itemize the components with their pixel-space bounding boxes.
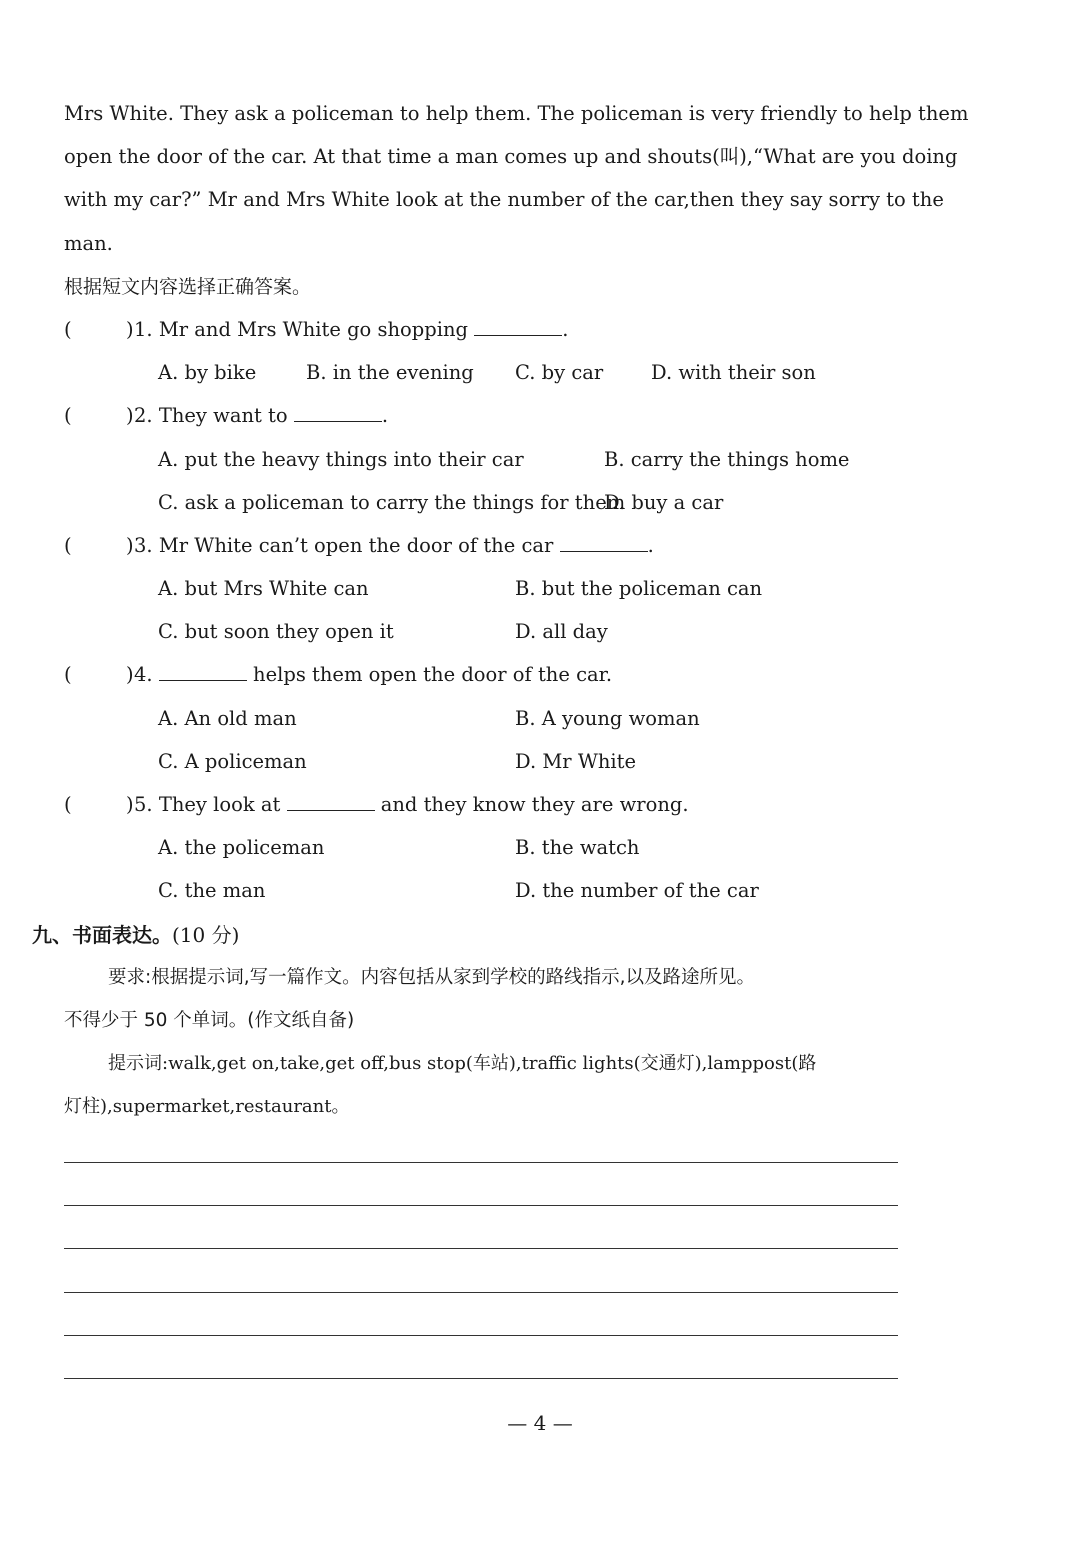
question-stem-end: and they know they are wrong. [380, 793, 689, 816]
question-number: 2. [134, 404, 153, 427]
option-d[interactable]: D. all day [515, 620, 608, 643]
passage-line: Mrs White. They ask a policeman to help them. The policeman is very friendly to help them [64, 102, 969, 125]
writing-line[interactable] [64, 1292, 898, 1293]
answer-paren-close[interactable]: ) [126, 404, 134, 427]
page-number: — 4 — [507, 1411, 573, 1435]
option-c[interactable]: C. but soon they open it [158, 620, 394, 643]
option-d[interactable]: D. with their son [651, 361, 816, 384]
option-b[interactable]: B. but the policeman can [515, 577, 763, 600]
question-stem-end: . [381, 404, 389, 427]
writing-line[interactable] [64, 1378, 898, 1379]
option-a[interactable]: A. but Mrs White can [158, 577, 369, 600]
writing-line[interactable] [64, 1162, 898, 1163]
section-9-score: (10 分) [172, 923, 240, 947]
writing-hint-cont: 灯柱),supermarket,restaurant。 [64, 1096, 350, 1117]
answer-paren-close[interactable]: ) [126, 663, 134, 686]
answer-blank[interactable] [474, 317, 562, 336]
question-stem-end: helps them open the door of the car. [253, 663, 613, 686]
question-number: 4. [134, 663, 153, 686]
writing-requirement-cont: 不得少于 50 个单词。(作文纸自备) [64, 1010, 355, 1031]
writing-line[interactable] [64, 1248, 898, 1249]
question-stem-end: . [562, 318, 569, 341]
question-4 [64, 660, 612, 690]
answer-paren-open: ( [64, 318, 72, 341]
option-b[interactable]: B. A young woman [515, 707, 700, 730]
question-5 [64, 790, 689, 820]
answer-paren-open: ( [64, 404, 72, 427]
answer-blank[interactable] [294, 403, 382, 422]
question-number: 1. [134, 318, 153, 341]
answer-paren-close[interactable]: ) [126, 318, 134, 341]
question-3 [64, 531, 654, 561]
option-c[interactable]: C. ask a policeman to carry the things for them [158, 491, 626, 514]
writing-line[interactable] [64, 1205, 898, 1206]
answer-blank[interactable] [287, 792, 375, 811]
question-number: 3. [134, 534, 153, 557]
option-a[interactable]: A. by bike [158, 361, 257, 384]
option-c[interactable]: C. A policeman [158, 750, 307, 773]
answer-paren-close[interactable]: ) [126, 793, 134, 816]
question-2 [64, 401, 388, 431]
section-9-heading [32, 920, 239, 950]
option-c[interactable]: C. the man [158, 879, 266, 902]
question-stem: They want to [158, 404, 288, 427]
reading-instruction: 根据短文内容选择正确答案。 [64, 276, 312, 298]
section-9-title: 九、书面表达。 [32, 923, 172, 947]
answer-paren-open: ( [64, 534, 72, 557]
question-stem: They look at [158, 793, 281, 816]
option-b[interactable]: B. carry the things home [604, 448, 850, 471]
writing-requirement: 要求:根据提示词,写一篇作文。内容包括从家到学校的路线指示,以及路途所见。 [108, 967, 755, 988]
question-1 [64, 315, 568, 345]
option-b[interactable]: B. the watch [515, 836, 640, 859]
option-a[interactable]: A. put the heavy things into their car [158, 448, 524, 471]
option-a[interactable]: A. the policeman [158, 836, 325, 859]
passage-line: open the door of the car. At that time a man comes up and shouts(叫),“What are you doing [64, 145, 958, 168]
option-c[interactable]: C. by car [515, 361, 604, 384]
answer-paren-open: ( [64, 663, 72, 686]
question-stem: Mr and Mrs White go shopping [158, 318, 469, 341]
option-d[interactable]: D. buy a car [604, 491, 724, 514]
option-a[interactable]: A. An old man [158, 707, 297, 730]
question-stem: Mr White can’t open the door of the car [158, 534, 554, 557]
option-d[interactable]: D. Mr White [515, 750, 637, 773]
writing-line[interactable] [64, 1335, 898, 1336]
answer-paren-close[interactable]: ) [126, 534, 134, 557]
answer-paren-open: ( [64, 793, 72, 816]
answer-blank[interactable] [560, 533, 648, 552]
option-b[interactable]: B. in the evening [306, 361, 474, 384]
question-number: 5. [134, 793, 153, 816]
passage-line: man. [64, 232, 113, 255]
option-d[interactable]: D. the number of the car [515, 879, 759, 902]
writing-hint: 提示词:walk,get on,take,get off,bus stop(车站),traffic lights(交通灯),lamppost(路 [108, 1053, 817, 1074]
answer-blank[interactable] [159, 662, 247, 681]
question-stem-end: . [647, 534, 654, 557]
passage-line: with my car?” Mr and Mrs White look at the number of the car,then they say sorry to the [64, 188, 944, 211]
